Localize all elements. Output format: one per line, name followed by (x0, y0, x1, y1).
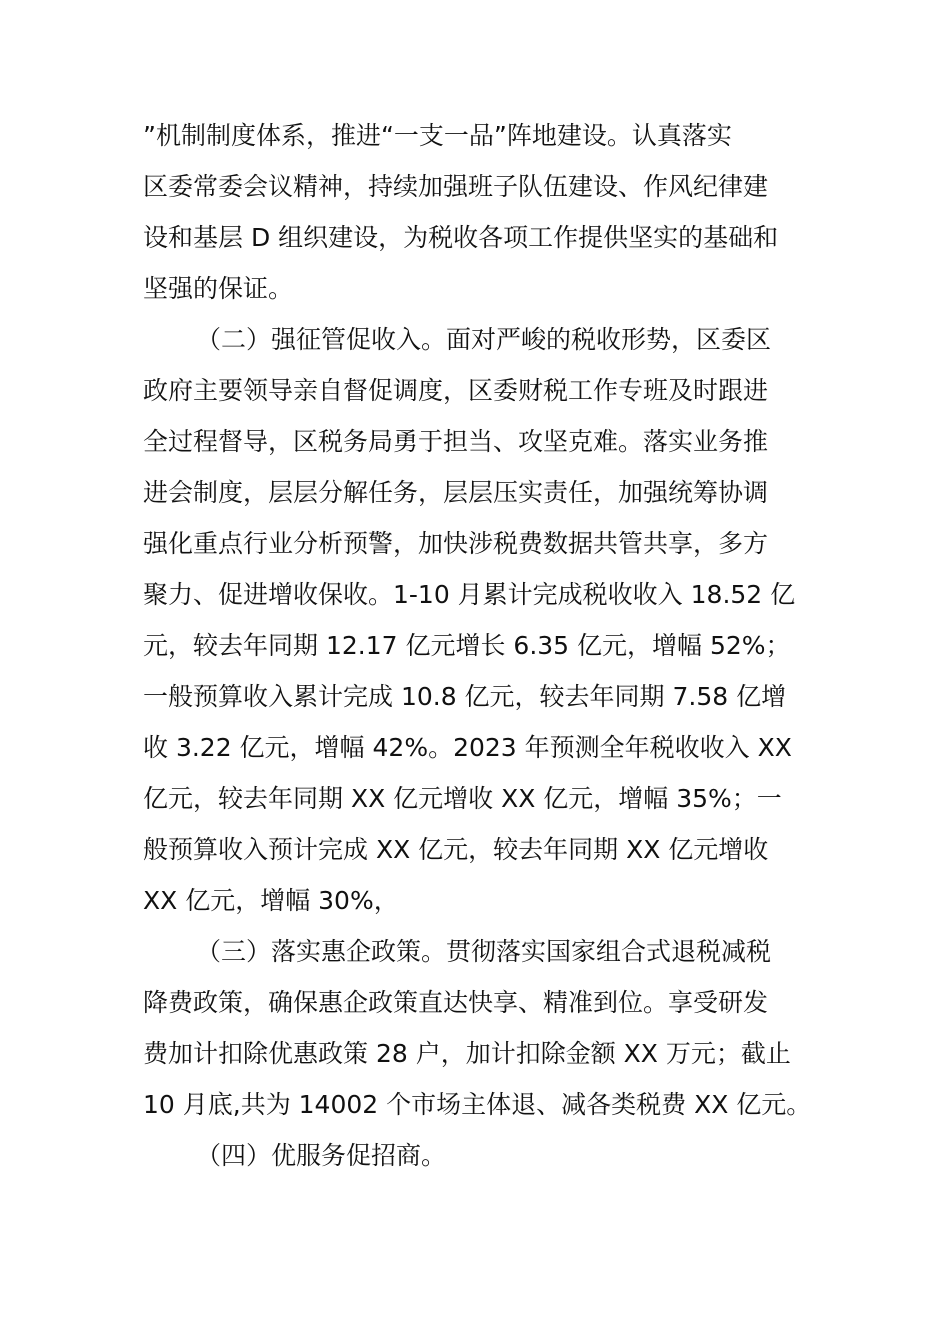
text-line: 设和基层 D 组织建设，为税收各项工作提供坚实的基础和 (143, 223, 779, 252)
section-3-heading-line: （三）落实惠企政策。贯彻落实国家组合式退税减税 (196, 937, 772, 966)
text-line: 进会制度，层层分解任务，层层压实责任，加强统筹协调 (143, 478, 769, 507)
paragraph-section-3 (143, 926, 813, 1130)
text-line: 降费政策，确保惠企政策直达快享、精准到位。享受研发 (143, 988, 769, 1017)
document-body (143, 110, 813, 1181)
section-2-heading-line: （二）强征管促收入。面对严峻的税收形势，区委区 (196, 325, 772, 354)
paragraph-section-4 (143, 1130, 813, 1181)
text-line: 强化重点行业分析预警，加快涉税费数据共管共享，多方 (143, 529, 769, 558)
text-line: 聚力、促进增收保收。1-10 月累计完成税收收入 18.52 亿 (143, 580, 796, 609)
text-line: 一般预算收入累计完成 10.8 亿元，较去年同期 7.58 亿增 (143, 682, 787, 711)
text-line: 10 月底,共为 14002 个市场主体退、减各类税费 XX 亿元。 (143, 1090, 812, 1119)
text-line: XX 亿元，增幅 30%， (143, 886, 399, 915)
paragraph-section-2 (143, 314, 813, 926)
text-line: 亿元，较去年同期 XX 亿元增收 XX 亿元，增幅 35%；一 (143, 784, 782, 813)
text-line: 坚强的保证。 (143, 274, 294, 303)
text-line: 费加计扣除优惠政策 28 户，加计扣除金额 XX 万元；截止 (143, 1039, 791, 1068)
section-4-heading-line: （四）优服务促招商。 (196, 1141, 447, 1170)
text-line: 区委常委会议精神，持续加强班子队伍建设、作风纪律建 (143, 172, 769, 201)
text-line: 政府主要领导亲自督促调度，区委财税工作专班及时跟进 (143, 376, 769, 405)
text-line: ”机制制度体系，推进“一支一品”阵地建设。认真落实 (143, 121, 732, 150)
text-line: 收 3.22 亿元，增幅 42%。2023 年预测全年税收收入 XX (143, 733, 792, 762)
text-line: 元，较去年同期 12.17 亿元增长 6.35 亿元，增幅 52%； (143, 631, 791, 660)
paragraph-party-building (143, 110, 813, 314)
text-line: 般预算收入预计完成 XX 亿元，较去年同期 XX 亿元增收 (143, 835, 769, 864)
text-line: 全过程督导，区税务局勇于担当、攻坚克难。落实业务推 (143, 427, 769, 456)
